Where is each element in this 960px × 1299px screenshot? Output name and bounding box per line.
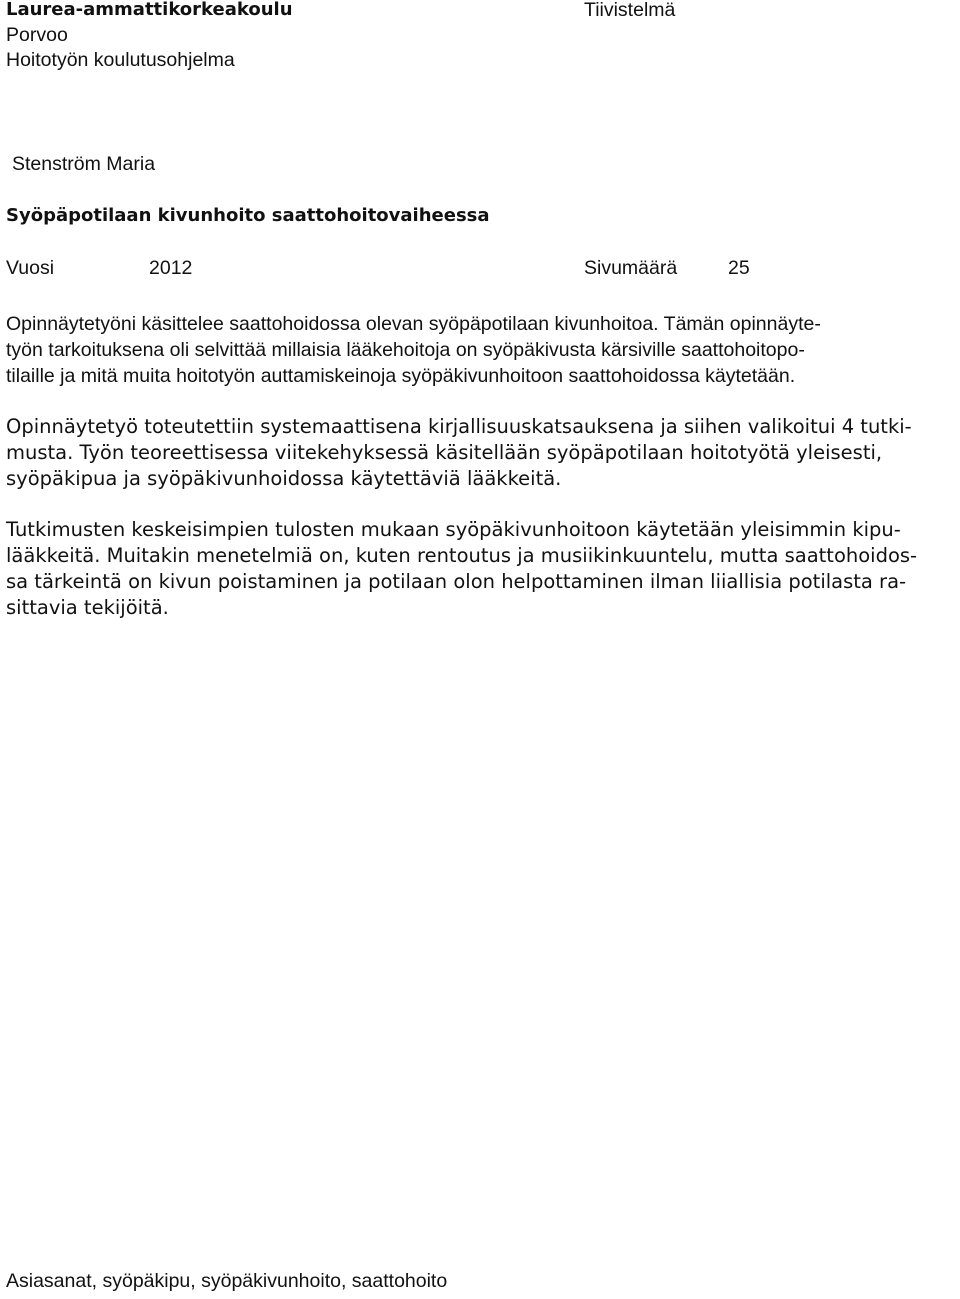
year-label: Vuosi (6, 257, 55, 279)
keywords: Asiasanat, syöpäkipu, syöpäkivunhoito, saattohoito (6, 1270, 448, 1292)
school-name: Laurea-ammattikorkeakoulu (6, 0, 293, 20)
pages-label: Sivumäärä (584, 257, 678, 279)
pages-value: 25 (728, 257, 750, 279)
abstract-paragraph-3 (6, 517, 956, 621)
paragraph-line: sa tärkeintä on kivun poistaminen ja potilaan olon helpottaminen ilman liiallisia potilasta ra- (6, 570, 907, 593)
paragraph-line: Tutkimusten keskeisimpien tulosten mukaan syöpäkivunhoitoon käytetään yleisimmin kipu- (6, 518, 901, 541)
document-type: Tiivistelmä (584, 0, 676, 21)
programme-name: Hoitotyön koulutusohjelma (6, 49, 235, 71)
paragraph-line: Opinnäytetyöni käsittelee saattohoidossa olevan syöpäpotilaan kivunhoitoa. Tämän opinnäyte- (6, 313, 821, 335)
thesis-title: Syöpäpotilaan kivunhoito saattohoitovaiheessa (6, 205, 490, 226)
abstract-paragraph-2 (6, 414, 956, 492)
paragraph-line: musta. Työn teoreettisessa viitekehyksessä käsitellään syöpäpotilaan hoitotyötä yleisesti, (6, 441, 883, 464)
abstract-paragraph-1 (6, 311, 956, 389)
paragraph-line: sittavia tekijöitä. (6, 596, 169, 619)
paragraph-line: Opinnäytetyö toteutettiin systemaattisena kirjallisuuskatsauksena ja siihen valikoitui 4 tutki- (6, 415, 912, 438)
paragraph-line: työn tarkoituksena oli selvittää millaisia lääkehoitoja on syöpäkivusta kärsiville saattohoitopo- (6, 339, 805, 361)
paragraph-line: lääkkeitä. Muitakin menetelmiä on, kuten rentoutus ja musiikinkuuntelu, mutta saattohoidos- (6, 544, 918, 567)
paragraph-line: tilaille ja mitä muita hoitotyön auttamiskeinoja syöpäkivunhoitoon saattohoidossa käytetään. (6, 365, 796, 387)
year-value: 2012 (149, 257, 193, 279)
author-name: Stenström Maria (12, 153, 156, 175)
paragraph-line: syöpäkipua ja syöpäkivunhoidossa käytettäviä lääkkeitä. (6, 467, 562, 490)
campus-name: Porvoo (6, 24, 68, 46)
